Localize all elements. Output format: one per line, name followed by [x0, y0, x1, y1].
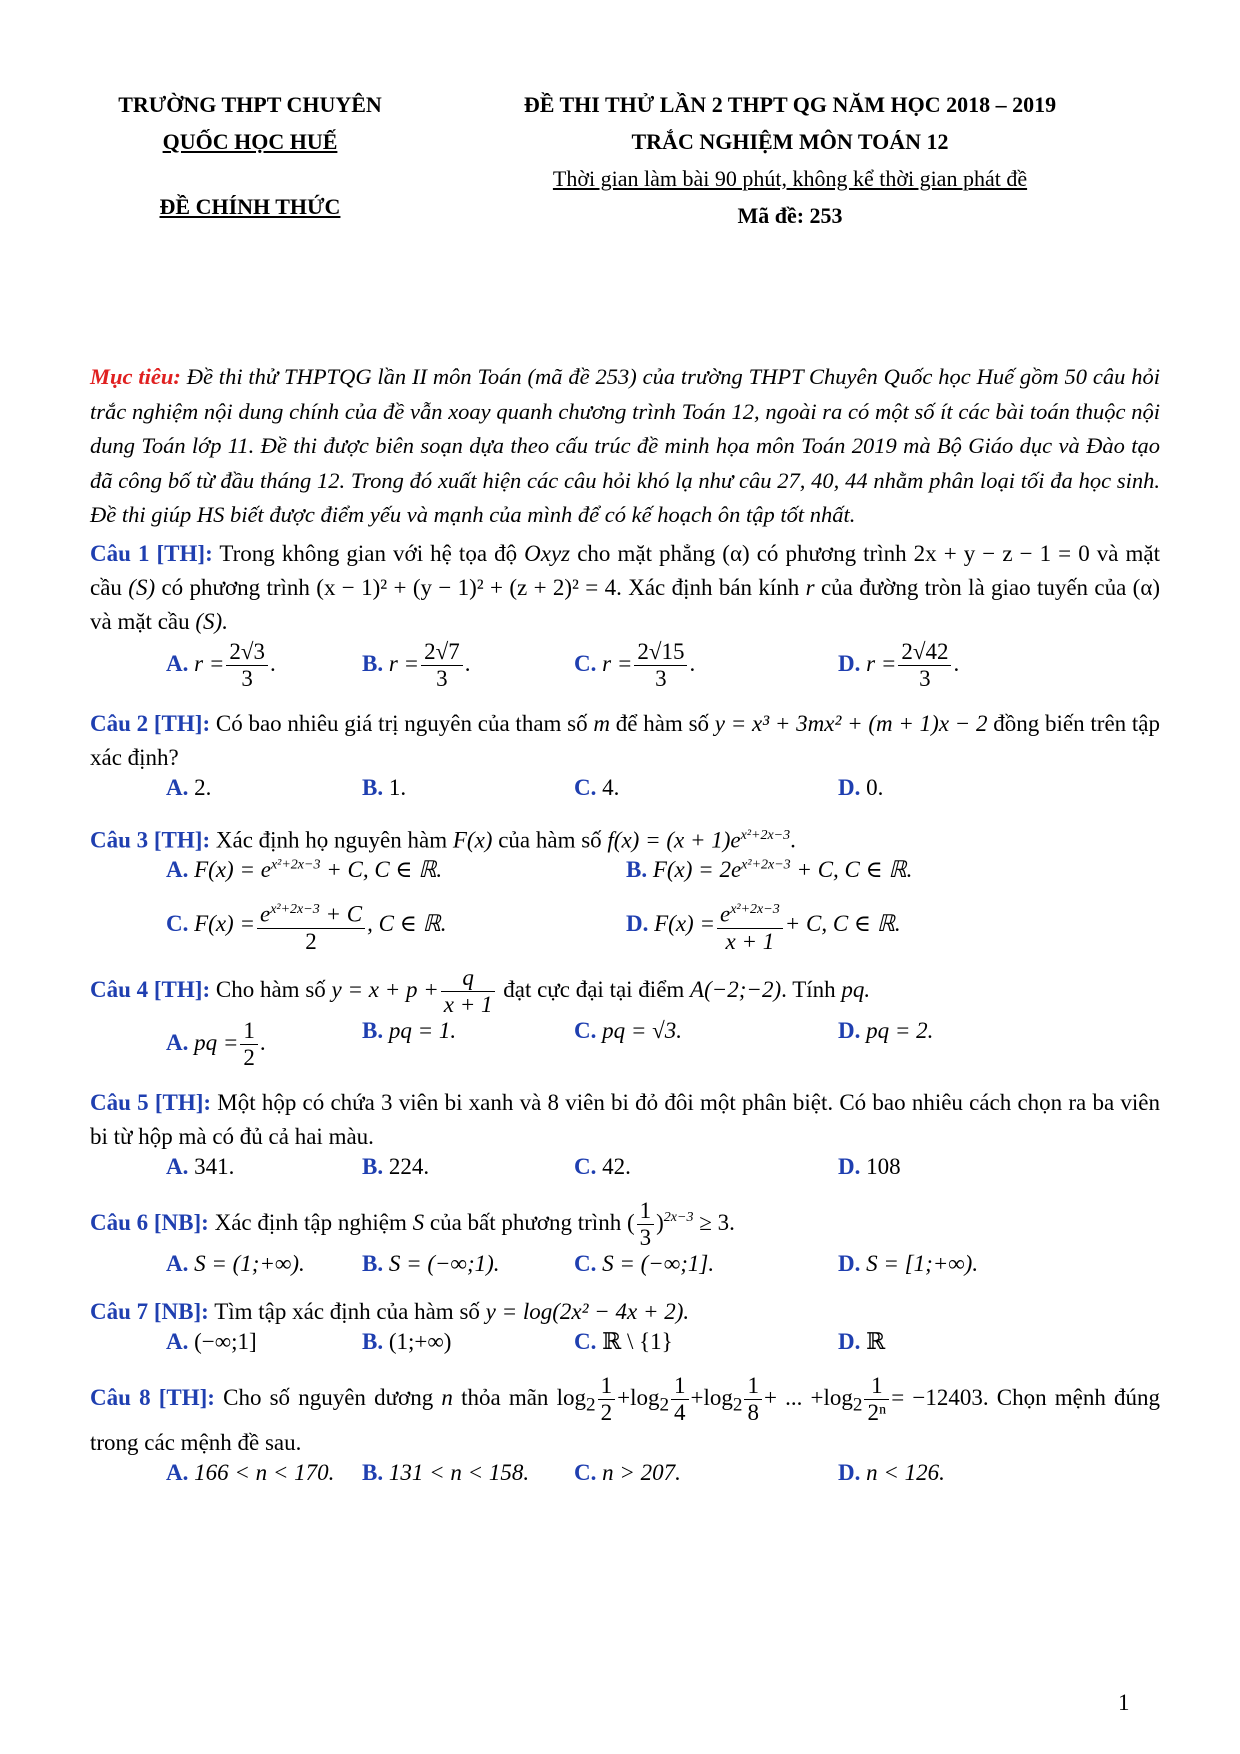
question-4-option-d[interactable] [838, 1018, 933, 1044]
denominator: 2 [243, 1045, 255, 1071]
question-4-function: y = x + p + [331, 976, 439, 1002]
question-6-set: S [412, 1209, 425, 1235]
question-1-text-part4: của đường tròn là giao tuyến của (α) và mặt cầu [90, 574, 1161, 634]
option-label: A. [166, 1329, 189, 1355]
numerator: 1 [240, 1018, 258, 1045]
option-text: r = [194, 650, 225, 676]
question-2 [90, 707, 1160, 775]
numerator-tail: + C [325, 901, 363, 927]
option-label: C. [574, 1329, 597, 1355]
ellipsis: + ... + [763, 1384, 824, 1410]
question-1-option-c[interactable]: C. r = $\frac{2√15}{3}$ . [574, 638, 696, 691]
option-text: F(x) = e [194, 857, 271, 883]
option-text: S = (−∞;1). [388, 1251, 500, 1277]
question-2-param: m [593, 710, 611, 736]
question-6-text-part2: của bất phương trình [429, 1209, 622, 1235]
numerator [717, 897, 783, 929]
question-1-text-part2: cho mặt phẳng (α) có phương trình 2x + y − z − 1 = 0 và mặt cầu [90, 540, 1161, 600]
exam-info-block [420, 86, 1160, 234]
objective-paragraph [90, 360, 1160, 533]
fraction [598, 1373, 616, 1426]
option-text: (1;+∞) [388, 1329, 452, 1355]
option-label: A. [166, 1460, 189, 1486]
question-8-text-part1: Cho số nguyên dương [223, 1384, 434, 1410]
option-text: S = (−∞;1]. [602, 1251, 715, 1277]
question-2-text-part2: để hàm số [615, 710, 710, 736]
option-text: r = [866, 650, 897, 676]
exponent: x²+2x−3 [270, 857, 321, 873]
question-3-options-row1 [166, 857, 1160, 897]
numerator: 2√15 [634, 639, 687, 666]
question-1-sphere-2: (S). [195, 608, 228, 634]
option-label: A. [166, 1154, 189, 1180]
option-label: D. [838, 1018, 861, 1044]
option-text: n > 207. [602, 1460, 681, 1486]
question-7-option-a[interactable] [166, 1329, 257, 1355]
equation-rhs: = −12403 [891, 1384, 983, 1410]
exam-header [90, 86, 1160, 236]
question-3-text-part1: Xác định họ nguyên hàm [215, 827, 448, 853]
objective-label: Mục tiêu: [90, 364, 181, 389]
question-6: Câu 6 [NB]: Xác định tập nghiệm S của bất phương trình ( $\frac{1}{3}$ )$^{2x-3}$ ≥ 3. [90, 1198, 735, 1251]
log-term: log [630, 1384, 660, 1410]
option-text: ℝ [866, 1329, 886, 1355]
option-label: D. [838, 1460, 861, 1486]
question-5 [90, 1086, 1160, 1154]
question-2-option-c[interactable] [574, 775, 619, 801]
question-1-options [166, 639, 1160, 703]
question-1-label: Câu 1 [TH]: [90, 540, 213, 566]
question-2-label: Câu 2 [TH]: [90, 710, 211, 736]
question-2-option-a[interactable] [166, 775, 211, 801]
fraction [744, 1373, 762, 1426]
numerator: q [441, 965, 496, 992]
question-1-text-part1: Trong không gian với hệ tọa độ [219, 540, 518, 566]
question-3-option-b[interactable] [626, 857, 912, 883]
exponent: x²+2x−3 [730, 902, 780, 918]
fraction [441, 965, 496, 1018]
school-name-line1: TRƯỜNG THPT CHUYÊN [118, 92, 382, 117]
question-3: Câu 3 [TH]: Xác định họ nguyên hàm F(x) của hàm số $f(x) = (x + 1)e^{x^2+2x-3}$. [90, 827, 796, 853]
option-label: A. [166, 1251, 189, 1277]
fraction [226, 639, 268, 692]
question-2-option-b[interactable] [362, 775, 406, 801]
question-6-text-part1: Xác định tập nghiệm [214, 1209, 407, 1235]
option-text: n < 126. [866, 1460, 945, 1486]
exam-title: ĐỀ THI THỬ LẦN 2 THPT QG NĂM HỌC 2018 – 2019 [523, 92, 1057, 117]
option-label: C. [574, 1460, 597, 1486]
question-4-label: Câu 4 [TH]: [90, 976, 211, 1002]
option-label: D. [838, 774, 861, 800]
question-2-function: y = x³ + 3mx² + (m + 1)x − 2 [714, 710, 988, 736]
option-label: B. [362, 1154, 384, 1180]
numerator: 2√7 [421, 639, 463, 666]
question-8-label: Câu 8 [TH]: [90, 1384, 215, 1410]
question-4-options [166, 1018, 1160, 1082]
question-8-n: n [441, 1384, 453, 1410]
question-4 [90, 965, 1160, 1018]
option-label: A. [166, 774, 189, 800]
question-8-option-a[interactable] [166, 1460, 334, 1486]
option-text: 108 [866, 1154, 901, 1180]
log-base: 2 [659, 1394, 670, 1416]
numerator [257, 897, 365, 929]
fraction [898, 639, 951, 692]
option-text: 0. [866, 774, 884, 800]
plus-sign: + [617, 1384, 631, 1410]
question-5-option-a[interactable] [166, 1154, 234, 1180]
denominator: 2 [305, 928, 317, 954]
question-3-antiderivative: F(x) [452, 827, 493, 853]
log-base: 2 [732, 1394, 743, 1416]
question-4-pq: pq. [841, 976, 871, 1002]
question-6-rhs: ≥ 3. [699, 1209, 735, 1235]
fraction [421, 639, 463, 692]
question-4-text-part2: đạt cực đại tại điểm [503, 976, 685, 1002]
official-label: ĐỀ CHÍNH THỨC [159, 194, 341, 219]
question-7-text: Tìm tập xác định của hàm số [214, 1299, 480, 1325]
option-text: pq = 2. [866, 1018, 934, 1044]
question-4-option-a[interactable]: A. pq = $\frac{1}{2}$ . [166, 1018, 266, 1071]
question-1-text-part3: có phương trình (x − 1)² + (y − 1)² + (z + 2)² = 4. Xác định bán kính [161, 574, 800, 600]
log-base: 2 [852, 1394, 863, 1416]
question-1-oxyz: Oxyz [524, 540, 571, 566]
option-text: 4. [602, 774, 620, 800]
option-text: 42. [602, 1154, 631, 1180]
log-term: log [823, 1384, 853, 1410]
question-4-text-part1: Cho hàm số [215, 976, 326, 1002]
question-6-options [166, 1251, 1160, 1291]
option-text: S = [1;+∞). [866, 1251, 979, 1277]
question-8-text-part3: . Chọn mệnh đúng trong các mệnh đề sau. [90, 1384, 1161, 1456]
plus-sign: + [690, 1384, 704, 1410]
question-7 [90, 1295, 1160, 1329]
fraction [240, 1018, 258, 1071]
option-label: B. [362, 1460, 384, 1486]
denominator: 4 [674, 1400, 686, 1426]
log-term: log [703, 1384, 733, 1410]
denominator: 3 [919, 665, 931, 691]
question-4-option-b[interactable] [362, 1018, 456, 1044]
question-5-option-c[interactable] [574, 1154, 631, 1180]
option-text: 166 < n < 170. [194, 1460, 335, 1486]
option-text-tail: + C, C ∈ ℝ. [326, 857, 443, 883]
fraction [864, 1373, 889, 1426]
option-text: F(x) = [194, 911, 255, 937]
question-8-options [166, 1460, 1160, 1500]
option-label: C. [574, 774, 597, 800]
denominator: 3 [639, 1225, 652, 1251]
option-label: C. [574, 1154, 597, 1180]
denominator: 3 [241, 665, 253, 691]
question-8-option-c[interactable] [574, 1460, 681, 1486]
question-8 [90, 1373, 1160, 1460]
question-7-option-b[interactable] [362, 1329, 451, 1355]
question-3-text-part2: của hàm số [498, 827, 602, 853]
question-3-option-c[interactable] [166, 897, 446, 955]
question-3-options-row2 [166, 897, 1160, 961]
log-base: 2 [586, 1394, 596, 1416]
numerator: 2√42 [898, 639, 951, 666]
question-4-point: A(−2;−2) [690, 976, 782, 1002]
denominator: x + 1 [443, 992, 493, 1018]
question-5-option-d[interactable] [838, 1154, 901, 1180]
question-1 [90, 537, 1160, 639]
question-2-text-part3: đồng biến trên tập xác định? [90, 710, 1161, 770]
option-label: D. [838, 1154, 861, 1180]
question-3-exponent: x²+2x−3 [740, 827, 791, 843]
denominator: 8 [747, 1400, 759, 1426]
question-3-label: Câu 3 [TH]: [90, 827, 211, 853]
question-6-option-b[interactable] [362, 1251, 500, 1277]
numerator-base: e [719, 901, 731, 927]
school-block [90, 86, 410, 225]
exam-code: Mã đề: 253 [737, 203, 843, 228]
option-text: 2. [194, 774, 212, 800]
denominator: 3 [436, 665, 448, 691]
numerator: 1 [744, 1373, 762, 1400]
fraction [717, 897, 783, 955]
numerator: 1 [864, 1373, 889, 1400]
option-label: B. [362, 650, 384, 676]
numerator: 1 [671, 1373, 689, 1400]
option-text: 341. [194, 1154, 235, 1180]
question-6-option-c[interactable] [574, 1251, 714, 1277]
question-4-text-part3: . Tính [781, 976, 836, 1002]
denominator: 2ⁿ [867, 1400, 887, 1426]
exam-subject: TRẮC NGHIỆM MÔN TOÁN 12 [631, 129, 949, 154]
exponent: x²+2x−3 [741, 857, 791, 873]
option-label: D. [838, 1329, 861, 1355]
option-text: F(x) = 2e [652, 857, 742, 883]
option-label: B. [626, 857, 648, 883]
denominator: x + 1 [725, 928, 775, 954]
fraction [671, 1373, 689, 1426]
question-6-option-a[interactable] [166, 1251, 305, 1277]
option-label: D. [626, 911, 649, 937]
question-1-sphere: (S) [128, 574, 156, 600]
school-name-line2: QUỐC HỌC HUẾ [162, 129, 338, 154]
question-7-label: Câu 7 [NB]: [90, 1299, 209, 1325]
option-label: C. [574, 650, 597, 676]
option-text-tail: + C, C ∈ ℝ. [796, 857, 913, 883]
question-8-option-b[interactable] [362, 1460, 529, 1486]
option-label: B. [362, 1251, 384, 1277]
question-3-option-a[interactable] [166, 857, 442, 883]
option-text: pq = [194, 1029, 239, 1055]
option-text: 1. [388, 774, 407, 800]
page-number: 1 [1118, 1690, 1130, 1715]
question-6-exponent: 2x−3 [663, 1210, 694, 1226]
option-text: 131 < n < 158. [388, 1460, 530, 1486]
option-text: r = [602, 650, 633, 676]
question-3-function: f(x) = (x + 1)e [607, 827, 741, 853]
question-4-option-c[interactable] [574, 1018, 682, 1044]
exam-time-note: Thời gian làm bài 90 phút, không kể thời gian phát đề [552, 166, 1028, 191]
question-7-option-d[interactable] [838, 1329, 885, 1355]
option-text: (−∞;1] [194, 1329, 257, 1355]
option-label: A. [166, 650, 189, 676]
denominator: 2 [600, 1400, 613, 1426]
fraction [634, 639, 687, 692]
option-label: B. [362, 1329, 384, 1355]
question-7-option-c[interactable] [574, 1329, 673, 1355]
option-label: A. [166, 857, 189, 883]
question-1-option-a[interactable]: A. r = $\frac{2√3}{3}$ . [166, 638, 276, 691]
exam-page [90, 86, 1160, 1500]
option-label: D. [838, 650, 861, 676]
option-label: C. [574, 1251, 597, 1277]
question-8-text-part2: thỏa mãn [461, 1384, 549, 1410]
question-1-option-d[interactable]: D. r = $\frac{2√42}{3}$ . [838, 638, 960, 691]
question-5-text: Một hộp có chứa 3 viên bi xanh và 8 viên bi đỏ đôi một phân biệt. Có bao nhiêu cách chọn ra ba viên bi từ hộp mà có đủ cả hai màu. [90, 1090, 1160, 1150]
question-2-option-d[interactable] [838, 775, 883, 801]
question-2-options [166, 775, 1160, 815]
option-label: C. [574, 1018, 597, 1044]
option-text: pq = 1. [388, 1018, 457, 1044]
question-5-label: Câu 5 [TH]: [90, 1090, 212, 1116]
option-text: S = (1;+∞). [194, 1251, 305, 1277]
question-1-radius: r [805, 574, 815, 600]
objective-text: Đề thi thử THPTQG lần II môn Toán (mã đề 253) của trường THPT Chuyên Quốc học Huế gồm 50 câu hỏi trắc nghiệm nội dung chính của đề vẫn xoay quanh chương trình Toán 12, ngoài ra có một số ít các bài toán thuộc nội dung Toán lớp 11. Đề thi được biên soạn dựa theo cấu trúc đề minh họa môn Toán 2019 mà Bộ Giáo dục và Đào tạo đã công bố từ đầu tháng 12. Trong đó xuất hiện các câu hỏi khó lạ như câu 27, 40, 44 nhằm phân loại tối đa học sinh. Đề thi giúp HS biết được điểm yếu và mạnh của mình để có kế hoạch ôn tập tốt nhất. [90, 364, 1160, 527]
option-text-tail: , C ∈ ℝ. [367, 911, 447, 937]
question-1-option-b[interactable]: B. r = $\frac{2√7}{3}$ . [362, 638, 471, 691]
numerator: 1 [637, 1198, 655, 1225]
question-7-options [166, 1329, 1160, 1369]
option-label: C. [166, 911, 189, 937]
log-term: log [556, 1384, 586, 1410]
fraction [257, 897, 365, 955]
question-6-option-d[interactable] [838, 1251, 978, 1277]
question-5-options [166, 1154, 1160, 1194]
numerator: 1 [598, 1373, 616, 1400]
question-2-text-part1: Có bao nhiêu giá trị nguyên của tham số [215, 710, 588, 736]
question-8-option-d[interactable] [838, 1460, 945, 1486]
option-text: pq = √3. [602, 1018, 683, 1044]
option-text: ℝ \ {1} [602, 1329, 673, 1355]
numerator: 2√3 [226, 639, 268, 666]
numerator-base: e [259, 901, 271, 927]
option-label: B. [362, 774, 384, 800]
option-label: B. [362, 1018, 384, 1044]
question-7-function: y = log(2x² − 4x + 2). [485, 1299, 690, 1325]
option-text: 224. [388, 1154, 430, 1180]
denominator: 3 [655, 665, 667, 691]
exponent: x²+2x−3 [270, 902, 320, 918]
option-text: r = [388, 650, 420, 676]
option-text-tail: + C, C ∈ ℝ. [784, 911, 901, 937]
question-5-option-b[interactable] [362, 1154, 429, 1180]
question-3-option-d[interactable] [626, 897, 901, 955]
option-label: A. [166, 1029, 189, 1055]
option-text: F(x) = [654, 911, 715, 937]
question-6-label: Câu 6 [NB]: [90, 1209, 209, 1235]
fraction [637, 1198, 655, 1251]
option-label: D. [838, 1251, 861, 1277]
